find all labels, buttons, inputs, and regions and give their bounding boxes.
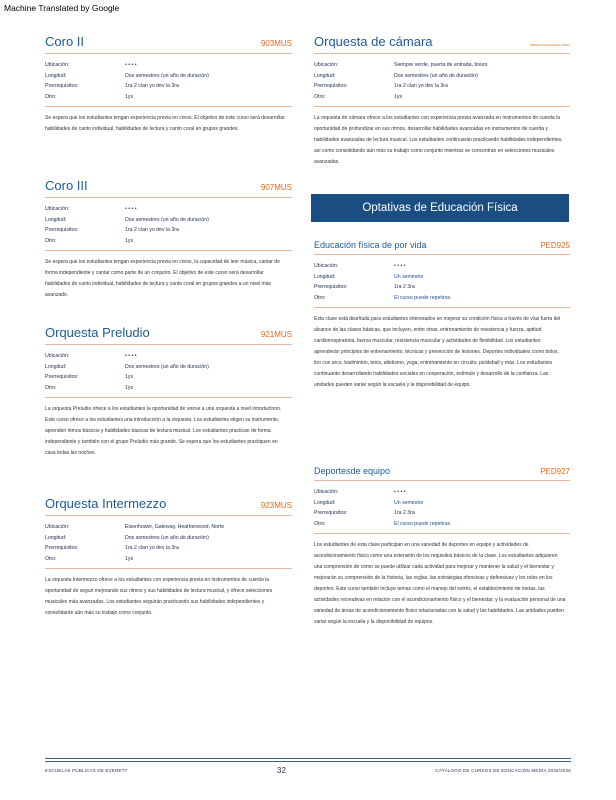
prereq-label: Prerrequisitos:	[45, 374, 79, 380]
prereq-label: Prerrequisitos:	[45, 545, 79, 551]
course-description: Se espera que los estudiantes tengan experiencia previa en coros, la capacidad de leer música, cantar de forma independiente y cantar como parte de un conjunto. El objetivo de este curso será desarrollar habilidades de canto individual, habilidades de lectura y canto coral en grupos grandes a un nivel más avanzado.	[45, 259, 280, 298]
length-value: Dos semestres (un año de duración)	[125, 363, 209, 370]
pe-section-header	[311, 194, 569, 222]
prereq-value: 1ra 2 clan yo dev la 3ra	[394, 83, 448, 89]
course-block	[45, 178, 292, 317]
location-label: Ubicación:	[45, 62, 70, 68]
course-title: Educación física de por vida	[314, 240, 427, 250]
course-code: PED925	[540, 241, 570, 250]
prereq-label: Prerrequisitos:	[45, 83, 79, 89]
prereq-label: Prerrequisitos:	[45, 227, 79, 233]
length-label: Longitud:	[45, 363, 67, 370]
course-block	[45, 34, 292, 170]
course-description: La orquesta de cámara ofrece a los estudiantes con experiencia previa avanzada en instrumentos de cuerda la oportunidad de profundizar en sus ritmos, desarrollar habilidades avanzadas en instrumentos de cuerda y habilidades avanzadas de lectura musical. Los estudiantes continuarán practicando habilidades independientes, así como consolidando aún más su trabajo como conjunto mientras se concentran en selecciones musicales avanzadas.	[314, 115, 563, 165]
course-info	[45, 351, 292, 398]
pe-section-title: Optativas de Educación Física	[362, 202, 518, 214]
location-value: Siempre verde, puerta de entrada, brezo	[394, 62, 488, 68]
page-footer	[45, 758, 571, 775]
location-label: Ubicación:	[45, 524, 70, 530]
credit-label: Otro:	[314, 93, 326, 100]
machine-translation-banner: Machine Translated by Google	[4, 3, 120, 13]
course-code: 923MUS	[260, 501, 292, 510]
prereq-value: 1ys	[125, 374, 134, 380]
course-info	[45, 204, 292, 251]
credit-label: Otro:	[45, 237, 57, 244]
credit-label: Otro:	[45, 93, 57, 100]
credit-value: 1ys	[125, 384, 134, 391]
course-header	[45, 34, 292, 54]
course-title: Orquesta Intermezzo	[45, 496, 167, 511]
length-value: Dos semestres (un año de duración)	[125, 72, 209, 79]
location-value: Eisenhower, Gateway, Heatherwood, Norte	[125, 524, 225, 530]
length-label: Longitud:	[314, 499, 336, 506]
location-label: Ubicación:	[45, 353, 70, 359]
course-header	[314, 240, 570, 255]
course-block	[314, 466, 570, 628]
course-header	[45, 325, 292, 345]
left-column	[45, 34, 292, 627]
credit-label: Otro:	[314, 520, 326, 527]
course-header	[45, 178, 292, 198]
credit-value: 1ys	[125, 93, 134, 100]
length-value: Un semestre	[394, 499, 424, 506]
course-code: 907MUS	[260, 183, 292, 192]
course-code: 905MUS·CATEGORÍA·NIVEL	[530, 43, 570, 47]
course-info	[314, 261, 570, 308]
course-header	[314, 34, 570, 54]
page-number: 32	[277, 766, 286, 775]
footer-district: ESCUELAS PÚBLICAS DE EVERETT	[45, 768, 128, 773]
location-value: • • • •	[125, 206, 137, 212]
credit-value: 1ys	[125, 555, 134, 562]
prereq-label: Prerrequisitos:	[314, 284, 348, 290]
course-info	[314, 487, 570, 534]
length-label: Longitud:	[45, 72, 67, 79]
prereq-label: Prerrequisitos:	[314, 510, 348, 516]
length-label: Longitud:	[45, 534, 67, 541]
length-label: Longitud:	[314, 72, 336, 79]
course-title: Orquesta de cámara	[314, 34, 433, 49]
credit-value: El curso puede repetirse.	[394, 294, 452, 301]
course-description: Se espera que los estudiantes tengan experiencia previa en coros. El objetivo de este curso será desarrollar habilidades de canto individual, habilidades de lectura y canto coral en grupos grandes.	[45, 115, 285, 132]
course-description: Los estudiantes de esta clase participan en una variedad de deportes en equipo y actividades de acondicionamiento físico como una extensión de los requisitos básicos de la clase. Los estudiantes adquieren una comprensión de cómo se puede utilizar cada actividad para mejorar y mantener la salud y el bienestar y mejorarán su comprensión de la historia, las reglas, las estrategias ofensivas y defensivas y los roles en los deportes. Este curso también incluye temas como el manejo del estrés, el establecimiento de metas, las actividades recreativas en relación con el acondicionamiento físico y el bienestar, y la evaluación personal de una variedad de áreas de acondicionamiento físico relacionadas con la salud y las habilidades. Las unidades pueden variar según la escuela y la disponibilidad de equipos.	[314, 542, 566, 625]
course-info	[45, 522, 292, 569]
course-title: Coro III	[45, 178, 88, 193]
course-description: La orquesta Intermezzo ofrece a los estudiantes con experiencia previa en instrumentos de cuerda la oportunidad de seguir mejorando sus ritmos y sus habilidades de lectura musical, y ofrece selecciones musicales más avanzadas. Los estudiantes seguirán practicando sus habilidades independientes y consolidarán aún más su trabajo como conjunto.	[45, 577, 273, 616]
prereq-label: Prerrequisitos:	[314, 83, 348, 89]
prereq-value: 1ra 2 clan yo dev la 3ra	[125, 83, 179, 89]
pe-courses	[314, 240, 570, 636]
credit-label: Otro:	[45, 555, 57, 562]
location-label: Ubicación:	[314, 263, 339, 269]
course-block	[314, 240, 570, 458]
length-label: Longitud:	[45, 216, 67, 223]
course-title: Orquesta Preludio	[45, 325, 150, 340]
prereq-value: 1ra 2 3ra	[394, 510, 415, 516]
footer-row	[45, 766, 571, 775]
location-label: Ubicación:	[314, 62, 339, 68]
credit-label: Otro:	[314, 294, 326, 301]
course-code: 921MUS	[260, 330, 292, 339]
course-title: Coro II	[45, 34, 85, 49]
footer-catalog-title: CATÁLOGO DE CURSOS DE EDUCACIÓN MEDIA 2025/2026	[435, 768, 571, 773]
prereq-value: 1ra 2 clan yo dev la 3ra	[125, 227, 179, 233]
location-value: • • • •	[394, 489, 406, 495]
course-block	[45, 496, 292, 619]
location-value: • • • •	[125, 62, 137, 68]
length-label: Longitud:	[314, 273, 336, 280]
course-title: Deportesde equipo	[314, 466, 391, 476]
location-value: • • • •	[125, 353, 137, 359]
course-info	[314, 60, 570, 107]
length-value: Un semestre	[394, 273, 424, 280]
length-value: Dos semestres (un año de duración)	[394, 72, 478, 79]
credit-label: Otro:	[45, 384, 57, 391]
course-description: La orquesta Preludio ofrece a los estudiantes la oportunidad de unirse a una orquesta a nivel introductorio. Este curso ofrece a los estudiantes una introducción a la orquesta. Los estudiantes eligen su instrumento, aprenden ritmos básicos y habilidades básicas de lectura musical. Los estudiantes practican de forma independiente y también con el grupo Preludio más grande. Se espera que los estudiantes practiquen en casa todas las noches.	[45, 406, 282, 456]
course-block	[314, 34, 570, 168]
credit-value: El curso puede repetirse.	[394, 520, 452, 527]
location-label: Ubicación:	[45, 206, 70, 212]
course-code: 903MUS	[260, 39, 292, 48]
credit-value: 1ys	[394, 93, 403, 100]
location-label: Ubicación:	[314, 489, 339, 495]
course-header	[314, 466, 570, 481]
prereq-value: 1ra 2 clan yo dev la 3ra	[125, 545, 179, 551]
length-value: Dos semestres (un año de duración)	[125, 534, 209, 541]
footer-rule	[45, 758, 571, 759]
course-block	[45, 325, 292, 488]
course-info	[45, 60, 292, 107]
course-header	[45, 496, 292, 516]
credit-value: 1ys	[125, 237, 134, 244]
course-description: Esta clase está diseñada para estudiantes interesados en mejorar su condición física a través de vías fuera del alcance de las clases básicas, que incluyen, entre otras, entrenamiento de resistencia y fuerza, aptitud cardiorrespiratoria, fuerza muscular, resistencia muscular y actividades de flexibilidad. Los estudiantes aprenderán principios de entrenamiento, técnicas y prevención de lesiones. Deportes individuales como bolos, tiro con arco, bádminton, tenis, atletismo, yoga, entrenamiento en circuito, pickleball y más. Los estudiantes continuarán desarrollando habilidades sociales en cooperación, estímulo y desarrollo de la confianza. Las unidades pueden variar según la escuela y la disponibilidad de equipo.	[314, 316, 561, 388]
footer-rule	[45, 761, 571, 762]
prereq-value: 1ra 2 3ra	[394, 284, 415, 290]
course-code: PED927	[540, 467, 570, 476]
right-column	[314, 34, 570, 176]
length-value: Dos semestres (un año de duración)	[125, 216, 209, 223]
location-value: • • • •	[394, 263, 406, 269]
